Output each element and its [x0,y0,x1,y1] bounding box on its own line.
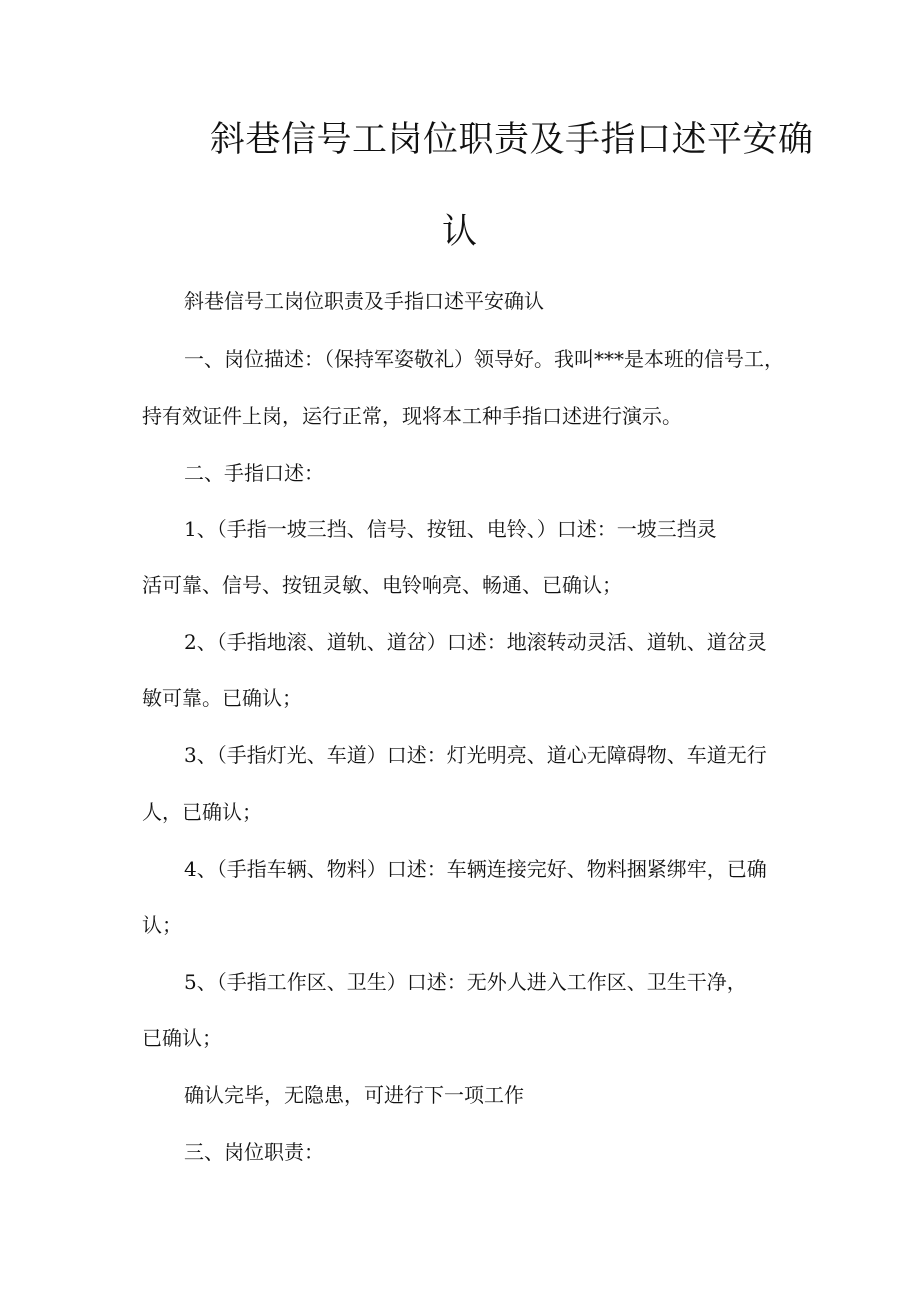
document-title-line-1: 斜巷信号工岗位职责及手指口述平安确 [210,120,814,160]
document-title-line-2: 认 [442,212,478,252]
item-4-line-2: 认； [142,913,182,937]
item-1-line-2: 活可靠、信号、按钮灵敏、电铃响亮、畅通、已确认； [142,573,622,597]
item-2-line-2: 敏可靠。已确认； [142,686,302,710]
item-3-line-1: 3、（手指灯光、车道）口述：灯光明亮、道心无障碍物、车道无行 [184,743,767,767]
section-3-heading: 三、岗位职责： [184,1140,324,1164]
item-3-line-2: 人，已确认； [142,800,262,824]
item-5-line-2: 已确认； [142,1026,222,1050]
section-2-heading: 二、手指口述： [184,461,324,485]
item-1-line-1: 1、（手指一坡三挡、信号、按钮、电铃、）口述：一坡三挡灵 [184,517,717,541]
confirmation-line: 确认完毕，无隐患，可进行下一项工作 [184,1083,524,1107]
section-1-line-1: 一、岗位描述：（保持军姿敬礼）领导好。我叫***是本班的信号工， [184,347,784,371]
item-2-line-1: 2、（手指地滚、道轨、道岔）口述：地滚转动灵活、道轨、道岔灵 [184,630,767,654]
item-4-line-1: 4、（手指车辆、物料）口述：车辆连接完好、物料捆紧绑牢，已确 [184,857,767,881]
subtitle-line: 斜巷信号工岗位职责及手指口述平安确认 [184,289,544,313]
section-1-line-2: 持有效证件上岗，运行正常，现将本工种手指口述进行演示。 [142,404,682,428]
item-5-line-1: 5、（手指工作区、卫生）口述：无外人进入工作区、卫生干净， [184,970,747,994]
